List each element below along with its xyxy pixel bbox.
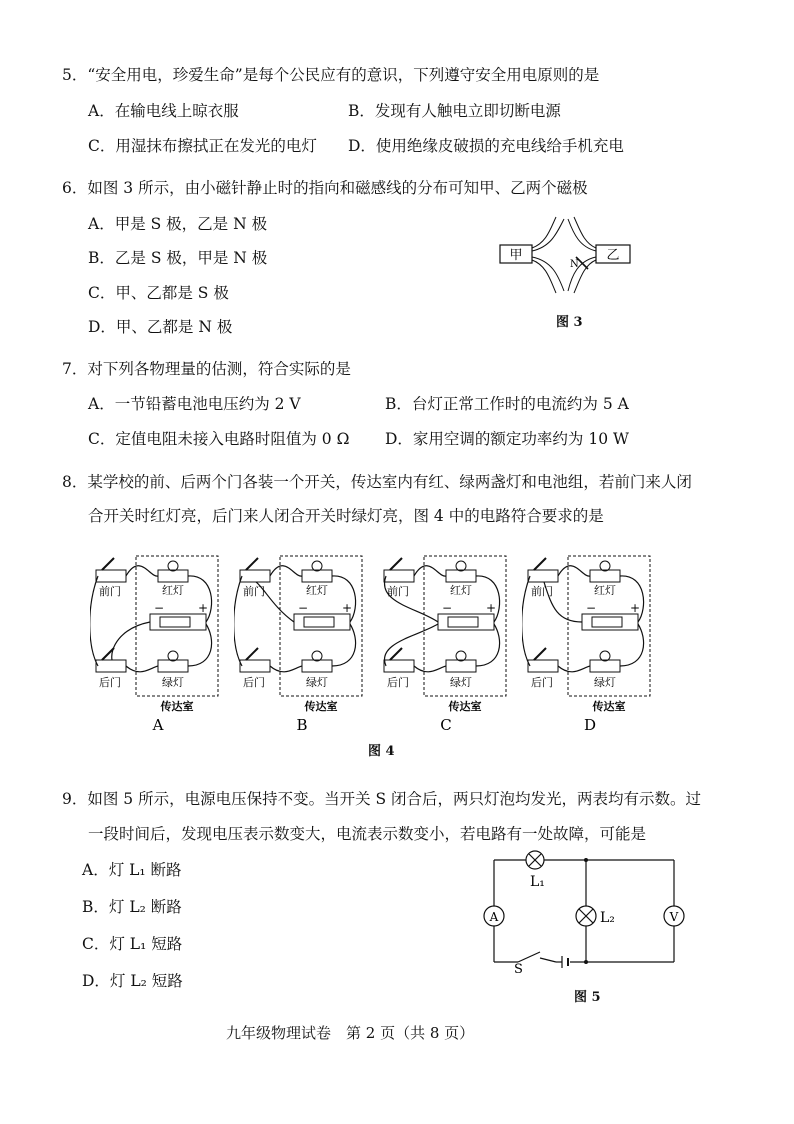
battery-cell <box>160 617 190 627</box>
front-switch <box>384 570 414 582</box>
green-lamp-base <box>158 660 188 672</box>
switch-label: S <box>514 962 523 976</box>
wire-switches <box>234 576 242 666</box>
q9-stem-line1: 9．如图 5 所示，电源电压保持不变。当开关 S 闭合后，两只灯泡均发光，两表均有示数。过 <box>62 790 702 808</box>
front-switch <box>528 570 558 582</box>
green-lamp-label: 绿灯 <box>594 676 616 689</box>
front-door-label: 前门 <box>387 585 409 598</box>
red-lamp-label: 红灯 <box>450 584 472 597</box>
voltmeter-label: V <box>669 910 679 924</box>
back-switch-lever <box>534 648 546 660</box>
wire-red-battery <box>332 576 356 622</box>
battery-minus: − <box>298 601 309 615</box>
q9-option-d: D．灯 L₂ 短路 <box>82 972 183 990</box>
figure-4-caption: 图 4 <box>368 744 395 759</box>
panel-letter: D <box>583 716 597 733</box>
figure-3-caption: 图 3 <box>556 315 583 330</box>
wire-switches <box>90 576 98 666</box>
back-switch <box>384 660 414 672</box>
green-lamp-label: 绿灯 <box>306 676 328 689</box>
figure-5-circuit <box>478 846 698 976</box>
red-lamp-label: 红灯 <box>162 584 184 597</box>
panel-letter: B <box>296 716 308 733</box>
q6-option-c: C．甲、乙都是 S 极 <box>88 284 229 302</box>
needle-n-label: N <box>570 259 579 270</box>
red-lamp-label: 红灯 <box>306 584 328 597</box>
room-label: 传达室 <box>592 700 626 713</box>
panel-letter: A <box>152 716 164 733</box>
wire-back-green <box>414 666 446 672</box>
green-lamp-base <box>446 660 476 672</box>
pole-right-label: 乙 <box>606 248 620 263</box>
back-door-label: 后门 <box>531 676 553 689</box>
green-lamp-label: 绿灯 <box>450 676 472 689</box>
circuit-panel-c <box>378 548 518 733</box>
l1-label: L₁ <box>530 874 545 890</box>
figure-5-caption: 图 5 <box>574 990 601 1005</box>
wire-red-battery <box>188 576 212 622</box>
figure-4-circuits <box>90 548 690 738</box>
red-lamp-base <box>446 570 476 582</box>
battery-plus: + <box>486 601 497 615</box>
front-switch-lever <box>390 558 402 570</box>
green-lamp-base <box>302 660 332 672</box>
wire-battery-back <box>112 622 150 660</box>
room-label: 传达室 <box>160 700 194 713</box>
figure-3-magnetic-field <box>498 215 638 295</box>
battery-minus: − <box>586 601 597 615</box>
wire-red-battery <box>620 576 644 622</box>
back-door-label: 后门 <box>387 676 409 689</box>
battery-plus: + <box>342 601 353 615</box>
back-door-label: 后门 <box>99 676 121 689</box>
q5-option-a: A．在输电线上晾衣服 <box>88 102 239 120</box>
wire-back-green <box>126 666 158 672</box>
back-switch <box>240 660 270 672</box>
green-lamp-base <box>590 660 620 672</box>
q5-option-d: D．使用绝缘皮破损的充电线给手机充电 <box>348 137 624 155</box>
wire-front-red <box>270 566 302 576</box>
red-lamp-label: 红灯 <box>594 584 616 597</box>
battery-cell <box>304 617 334 627</box>
circuit-panel-b <box>234 548 374 733</box>
wire-red-battery <box>476 576 500 622</box>
q6-option-a: A．甲是 S 极，乙是 N 极 <box>88 215 268 233</box>
panel-letter: C <box>440 716 452 733</box>
room-label: 传达室 <box>304 700 338 713</box>
pole-left-label: 甲 <box>509 248 523 263</box>
q6-option-b: B．乙是 S 极，甲是 N 极 <box>88 249 268 267</box>
q5-stem: 5．“安全用电，珍爱生命”是每个公民应有的意识，下列遵守安全用电原则的是 <box>62 66 600 84</box>
front-door-label: 前门 <box>99 585 121 598</box>
front-door-label: 前门 <box>531 585 553 598</box>
l2-label: L₂ <box>600 910 615 926</box>
q8-stem-line2: 合开关时红灯亮，后门来人闭合开关时绿灯亮，图 4 中的电路符合要求的是 <box>88 507 604 525</box>
front-switch <box>240 570 270 582</box>
wire-front-red <box>414 566 446 576</box>
back-door-label: 后门 <box>243 676 265 689</box>
battery-cell <box>592 617 622 627</box>
battery-pack <box>582 614 638 630</box>
q9-option-b: B．灯 L₂ 断路 <box>82 898 182 916</box>
battery-cell <box>448 617 478 627</box>
q7-option-d: D．家用空调的额定功率约为 10 W <box>385 430 629 448</box>
red-lamp-base <box>590 570 620 582</box>
q9-stem-line2: 一段时间后，发现电压表示数变大，电流表示数变小，若电路有一处故障，可能是 <box>88 825 647 843</box>
room-label: 传达室 <box>448 700 482 713</box>
q9-option-a: A．灯 L₁ 断路 <box>82 861 182 879</box>
q8-stem-line1: 8．某学校的前、后两个门各装一个开关，传达室内有红、绿两盏灯和电池组，若前门来人闭 <box>62 473 692 491</box>
wire-front-red <box>558 566 590 576</box>
wire-front-battery <box>384 576 438 622</box>
back-switch <box>528 660 558 672</box>
battery-minus: − <box>442 601 453 615</box>
q7-option-b: B．台灯正常工作时的电流约为 5 A <box>385 395 629 413</box>
wire-back-green <box>558 666 590 672</box>
wire-front-red <box>126 566 158 576</box>
q6-stem: 6．如图 3 所示，由小磁针静止时的指向和磁感线的分布可知甲、乙两个磁极 <box>62 179 588 197</box>
front-switch-lever <box>102 558 114 570</box>
back-switch-lever <box>246 648 258 660</box>
q5-option-b: B．发现有人触电立即切断电源 <box>348 102 561 120</box>
front-door-label: 前门 <box>243 585 265 598</box>
battery-pack <box>438 614 494 630</box>
circuit-panel-d <box>522 548 662 733</box>
red-lamp-base <box>302 570 332 582</box>
battery-pack <box>294 614 350 630</box>
front-switch-lever <box>534 558 546 570</box>
wire-back-green <box>270 666 302 672</box>
red-lamp-base <box>158 570 188 582</box>
battery-plus: + <box>630 601 641 615</box>
battery-plus: + <box>198 601 209 615</box>
battery-pack <box>150 614 206 630</box>
circuit-panel-a <box>90 548 230 733</box>
page-footer: 九年级物理试卷 第 2 页（共 8 页） <box>226 1024 475 1042</box>
ammeter-label: A <box>489 910 499 924</box>
q6-option-d: D．甲、乙都是 N 极 <box>88 318 233 336</box>
back-switch <box>96 660 126 672</box>
green-lamp-label: 绿灯 <box>162 676 184 689</box>
q7-stem: 7．对下列各物理量的估测，符合实际的是 <box>62 360 351 378</box>
front-switch <box>96 570 126 582</box>
front-switch-lever <box>246 558 258 570</box>
q7-option-c: C．定值电阻未接入电路时阻值为 0 Ω <box>88 430 350 448</box>
back-switch-lever <box>390 648 402 660</box>
battery-minus: − <box>154 601 165 615</box>
q9-option-c: C．灯 L₁ 短路 <box>82 935 183 953</box>
wire-switches <box>522 576 530 666</box>
q5-option-c: C．用湿抹布擦拭正在发光的电灯 <box>88 137 317 155</box>
q7-option-a: A．一节铅蓄电池电压约为 2 V <box>88 395 301 413</box>
